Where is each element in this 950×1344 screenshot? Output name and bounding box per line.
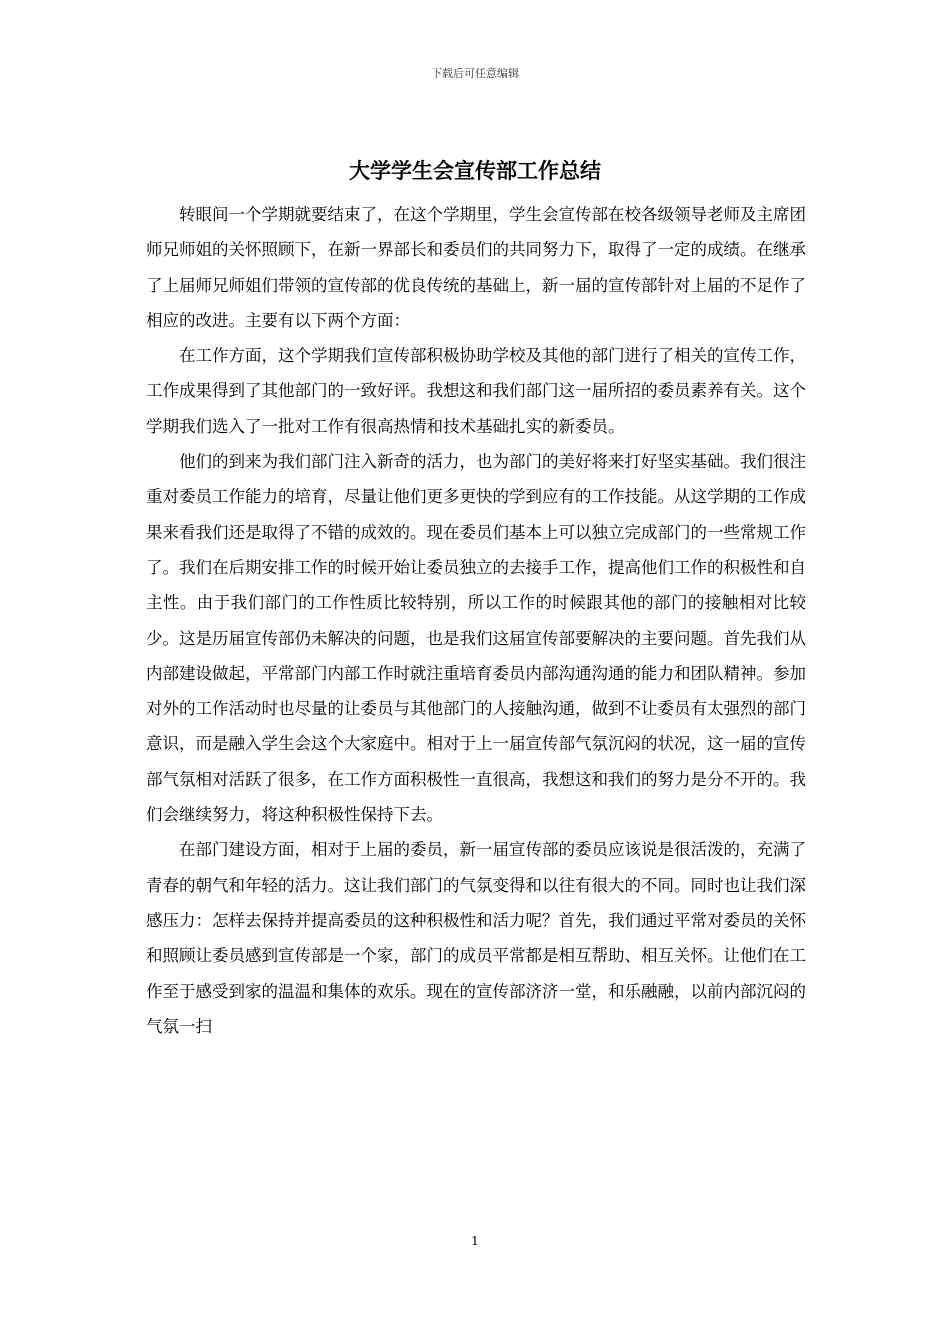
header-note: 下载后可任意编辑 xyxy=(431,67,519,80)
paragraph-work: 在工作方面，这个学期我们宣传部积极协助学校及其他的部门进行了相关的宣传工作，工作成果得到了其他部门的一致好评。我想这和我们部门这一届所招的委员素养有关。这个学期我们选入了一批对工作有很高热情和技术基础扎实的新委员。 xyxy=(146,346,806,436)
page-number: 1 xyxy=(471,1234,479,1248)
document-title: 大学学生会宣传部工作总结 xyxy=(349,158,601,183)
paragraph-new-members: 他们的到来为我们部门注入新奇的活力，也为部门的美好将来打好坚实基础。我们很注重对委员工作能力的培育，尽量让他们更多更快的学到应有的工作技能。从这学期的工作成果来看我们还是取得了不错的成效的。现在委员们基本上可以独立完成部门的一些常规工作了。我们在后期安排工作的时候开始让委员独立的去接手工作，提高他们工作的积极性和自主性。由于我们部门的工作性质比较特别，所以工作的时候跟其他的部门的接触相对比较少。这是历届宣传部仍未解决的问题，也是我们这届宣传部要解决的主要问题。首先我们从内部建设做起，平常部门内部工作时就注重培育委员内部沟通沟通的能力和团队精神。参加对外的工作活动时也尽量的让委员与其他部门的人接触沟通，做到不让委员有太强烈的部门意识，而是融入学生会这个大家庭中。相对于上一届宣传部气氛沉闷的状况，这一届的宣传部气氛相对活跃了很多，在工作方面积极性一直很高，我想这和我们的努力是分不开的。我们会继续努力，将这种积极性保持下去。 xyxy=(146,452,806,825)
paragraph-department-building: 在部门建设方面，相对于上届的委员，新一届宣传部的委员应该说是很活泼的，充满了青春的朝气和年轻的活力。这让我们部门的气氛变得和以往有很大的不同。同时也让我们深感压力：怎样去保持并提高委员的这种积极性和活力呢？首先，我们通过平常对委员的关怀和照顾让委员感到宣传部是一个家，部门的成员平常都是相互帮助、相互关怀。让他们在工作至于感受到家的温温和集体的欢乐。现在的宣传部济济一堂，和乐融融，以前内部沉闷的气氛一扫 xyxy=(146,840,806,1036)
paragraph-intro: 转眼间一个学期就要结束了，在这个学期里，学生会宣传部在校各级领导老师及主席团师兄师姐的关怀照顾下，在新一界部长和委员们的共同努力下，取得了一定的成绩。在继承了上届师兄师姐们带领的宣传部的优良传统的基础上，新一届的宣传部针对上届的不足作了相应的改进。主要有以下两个方面： xyxy=(146,205,806,330)
document-body xyxy=(146,197,806,1044)
